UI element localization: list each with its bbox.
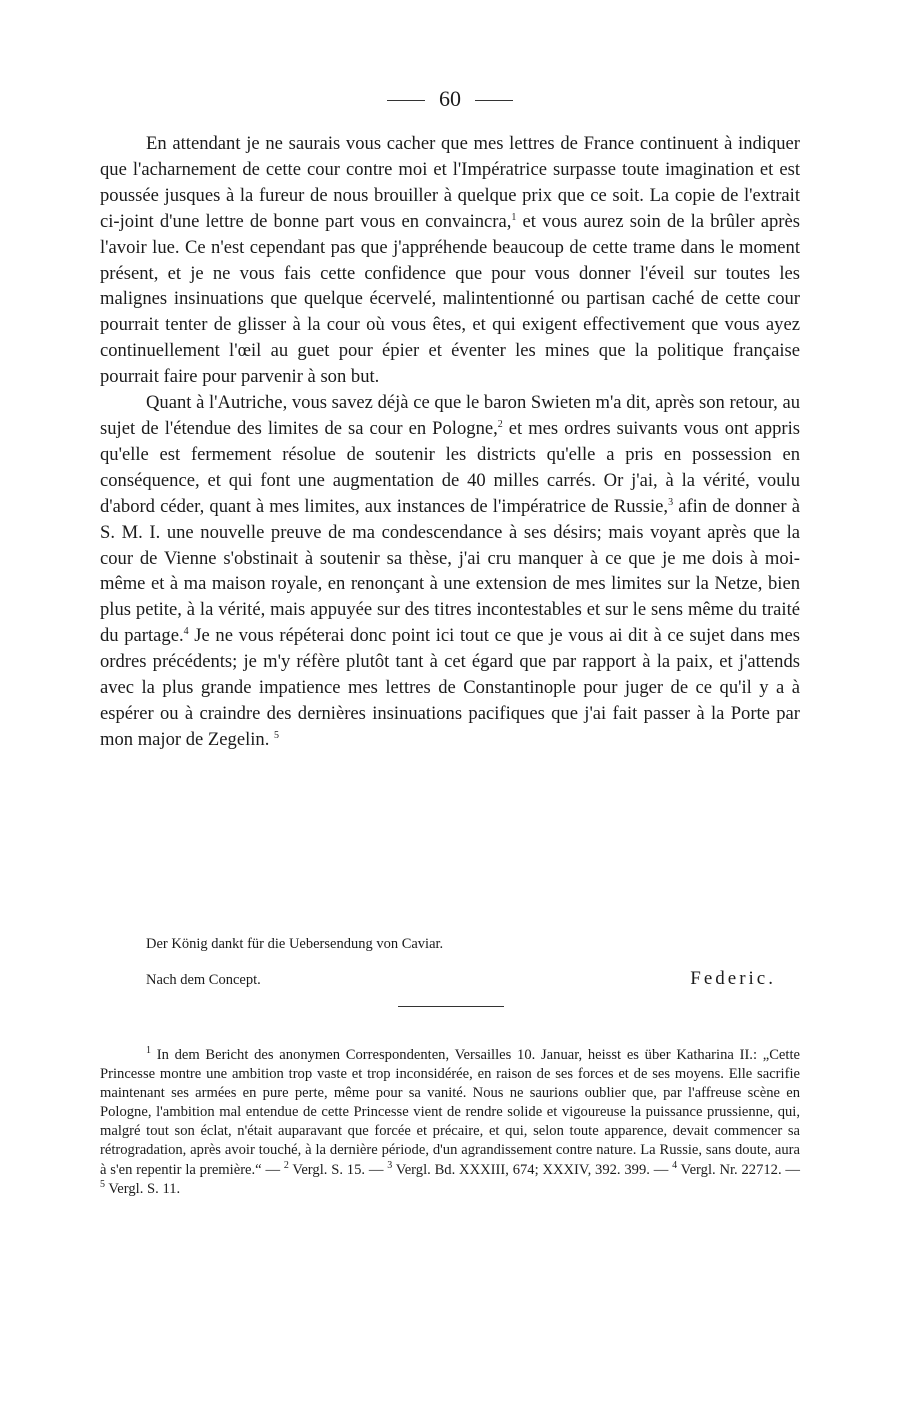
signature: Federic. xyxy=(690,968,776,989)
paragraph-2-part-1: Quant à l'Autriche, vous savez déjà ce que le baron Swieten m'a dit, après son retour, au sujet de l'étendue des limites de sa cour en Pologne, xyxy=(100,392,800,439)
paragraph-2 xyxy=(100,390,800,753)
footnote-ref-4: 4 xyxy=(183,626,189,638)
page-header xyxy=(0,86,900,112)
letter-body xyxy=(100,131,800,753)
footnotes xyxy=(100,1046,800,1199)
separator-rule xyxy=(398,1006,504,1007)
footnote-5-text: Vergl. S. 11. xyxy=(105,1180,181,1197)
paragraph-1-part-1: En attendant je ne saurais vous cacher que mes lettres de France continuent à indiquer que l'acharnement de cette cour contre moi et l'Impératrice surpasse toute imagination et est poussée jusques à la fureur de nous brouiller à quelque prix que ce soit. La copie de l'extrait ci-joint d'une lettre de bonne part vous en convaincra, xyxy=(100,133,800,232)
footnote-4-text: Vergl. Nr. 22712. — xyxy=(677,1161,801,1178)
footnote-ref-3: 3 xyxy=(668,496,674,508)
header-dash-right xyxy=(475,100,513,101)
footnote-block xyxy=(100,1046,800,1199)
footnote-1-text: In dem Bericht des anonymen Correspondenten, Versailles 10. Januar, heisst es über Katharina II.: „Cette Princesse montre une ambition trop vaste et trop inconsidérée, en raison de ses forces et de ses moyens. Elle sacrifie maintenant ses armées en pure perte, même pour sa vanité. Nous ne saurions oublier que, par l'affreuse scène en Pologne, l'ambition mal entendue de cette Princesse vient de rendre solide et vigoureuse la puissance prussienne, qui, malgré tout son éclat, n'était auparavant que forcée et précaire, et qui, selon toute apparence, devait commencer sa rétrogradation, après avoir touché, à la dernière période, d'un agrandissement contre nature. La Russie, sans doute, aura à s'en repentir la première.“ — xyxy=(100,1047,800,1178)
paragraph-1 xyxy=(100,131,800,390)
concept-note: Nach dem Concept. xyxy=(146,972,261,988)
footnote-1-mark: 1 xyxy=(146,1045,151,1057)
footnote-2-text: Vergl. S. 15. — xyxy=(288,1161,384,1178)
paragraph-2-part-2: et mes ordres suivants vous ont appris qu'elle est fermement résolue de soutenir les districts qu'elle a pris en possession en conséquence, et qui font une augmentation de 40 milles carrés. Or j'ai, à la vérité, voulu d'abord céder, quant à mes limites, aux instances de l'impératrice de Russie, xyxy=(100,417,800,517)
footnote-2-mark: 2 xyxy=(283,1159,289,1171)
footnote-ref-1: 1 xyxy=(511,211,517,223)
page-number: 60 xyxy=(439,86,461,111)
header-dash-left xyxy=(387,100,425,101)
footnote-ref-2: 2 xyxy=(497,418,503,430)
footnote-4-mark: 4 xyxy=(672,1159,678,1171)
footnote-3-text: Vergl. Bd. XXXIII, 674; XXXIV, 392. 399. — xyxy=(392,1161,669,1178)
footnote-3-mark: 3 xyxy=(387,1159,393,1171)
paragraph-1-part-2: et vous aurez soin de la brûler après l'avoir lue. Ce n'est cependant pas que j'appréhende beaucoup de cette trame dans le moment présent, et je ne vous fais cette confidence que pour vous donner l'éveil sur toutes les malignes insinuations que quelque écervelé, malintentionné ou partisan caché de cette cour pourrait tenter de glisser à la cour où vous êtes, et qui exigent effectivement que vous ayez continuellement l'œil au guet pour épier et éventer les mines que la politique française pourrait faire pour parvenir à son but. xyxy=(100,210,800,388)
paragraph-2-part-4: Je ne vous répéterai donc point ici tout ce que je vous ai dit à ce sujet dans mes ordres précédents; je m'y réfère plutôt tant à cet égard que par rapport à la paix, et j'attends avec la plus grande impatience mes lettres de Constantinople pour juger de ce qu'il y a à espérer ou à craindre des dernières insinuations pacifiques que j'ai fait passer à la Porte par mon major de Zegelin. xyxy=(100,625,800,750)
footnote-5-mark: 5 xyxy=(100,1178,105,1190)
paragraph-2-part-3: afin de donner à S. M. I. une nouvelle preuve de ma condescendance à ses désirs; mais voyant après que la cour de Vienne s'obstinait à soutenir sa thèse, j'ai cru manquer à ce que je me dois à moi-même et à ma maison royale, en renonçant à une extension de mes limites sur la Netze, bien plus petite, à la vérité, mais appuyée sur des titres incontestables et sur le sens même du traité du partage. xyxy=(100,495,800,647)
footnote-ref-5: 5 xyxy=(274,729,280,741)
editor-note: Der König dankt für die Uebersendung von Caviar. xyxy=(146,936,444,952)
